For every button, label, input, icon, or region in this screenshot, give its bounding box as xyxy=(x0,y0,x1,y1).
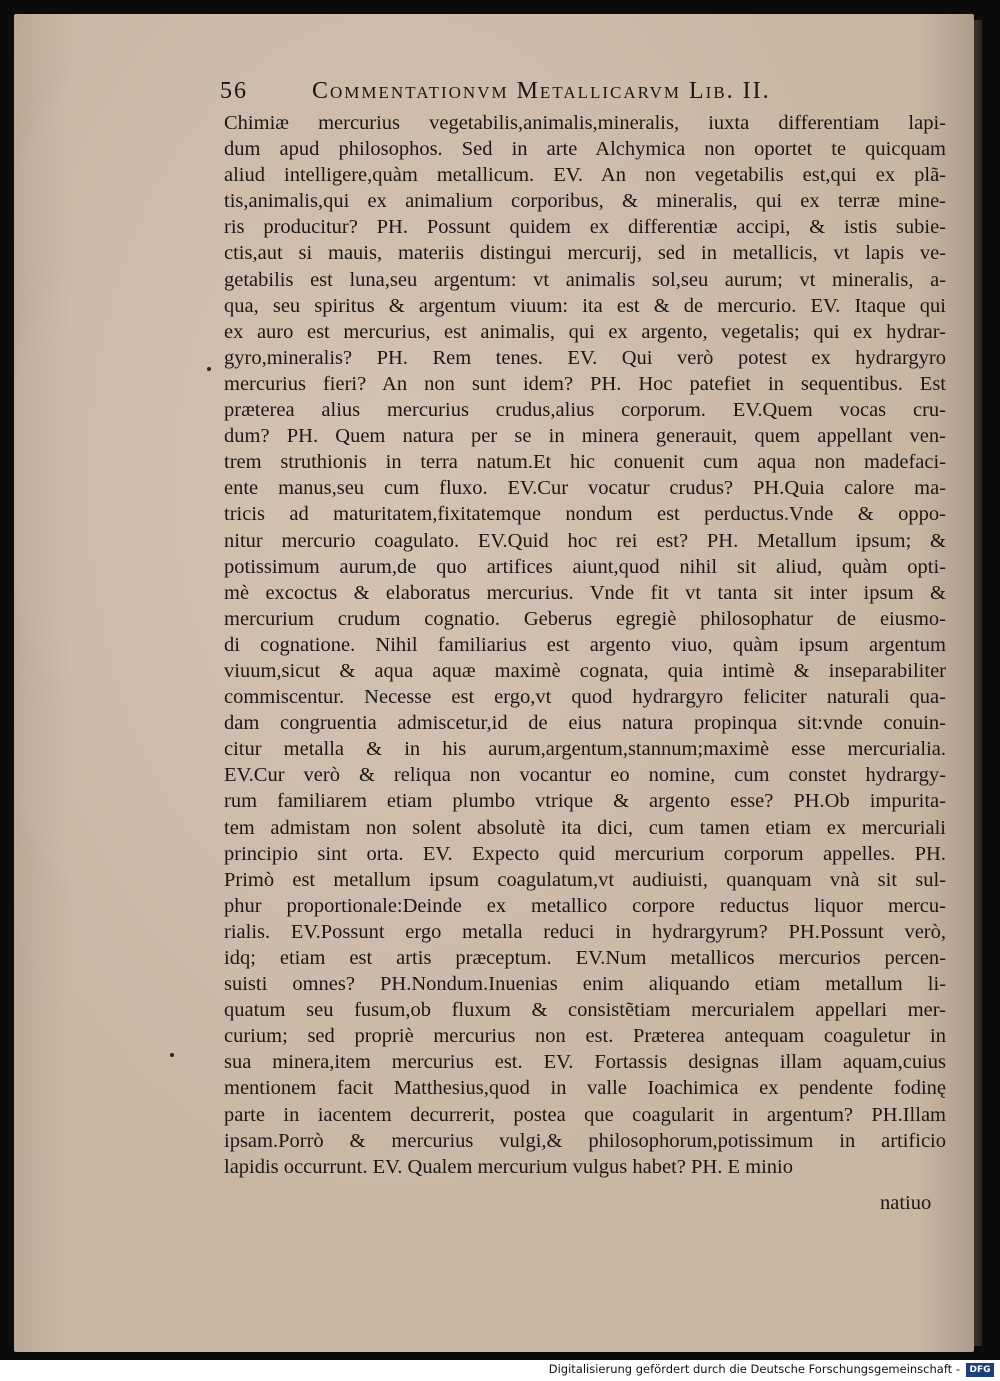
text-line: citur metalla & in his aurum,argentum,stannum;maximè esse mercurialia. xyxy=(224,738,946,761)
text-line: phur proportionale:Deinde ex metallico corpore reductus liquor mercu- xyxy=(224,894,946,917)
text-line: principio sint orta. EV. Expecto quid mercurium corporum appelles. PH. xyxy=(224,842,946,865)
text-line: ris producitur? PH. Possunt quidem ex differentiæ accipi, & istis subie- xyxy=(224,216,946,239)
text-line: ente manus,seu cum fluxo. EV.Cur vocatur crudus? PH.Quia calore ma- xyxy=(224,477,946,500)
text-line: rialis. EV.Possunt ergo metalla reduci in hydrargyrum? PH.Possunt verò, xyxy=(224,920,946,943)
text-line: commiscentur. Necesse est ergo,vt quod hydrargyro feliciter naturali qua- xyxy=(224,686,946,709)
text-line: mentionem facit Matthesius,quod in valle Ioachimica ex pendente fodinę xyxy=(224,1077,946,1100)
running-title: Commentationvm Metallicarvm Lib. II. xyxy=(312,78,771,104)
text-line: getabilis est luna,seu argentum: vt animalis sol,seu aurum; vt mineralis, a- xyxy=(224,268,946,291)
page-number: 56 xyxy=(220,78,248,104)
footer-credit: Digitalisierung gefördert durch die Deutsche Forschungsgemeinschaft - xyxy=(548,1362,960,1376)
text-line: tem admistam non solent absolutè ita dici, cum tamen etiam ex mercuriali xyxy=(224,816,946,839)
body-text xyxy=(224,110,954,1180)
text-line: parte in iacentem decurrerit, postea que coagularit in argentum? PH.Illam xyxy=(224,1103,946,1126)
text-line: Primò est metallum ipsum coagulatum,vt audiuisti, quanquam vnà sit sul- xyxy=(224,868,946,891)
text-line: di cognatione. Nihil familiarius est argento viuo, quàm ipsum argentum xyxy=(224,633,946,656)
text-line: mercurium crudum cognatio. Geberus egregiè philosophatur de eiusmo- xyxy=(224,607,946,630)
text-line: tricis ad maturitatem,fixitatemque nondum est perductus.Vnde & oppo- xyxy=(224,503,946,526)
text-line: quatum seu fusum,ob fluxum & consistẽtiam mercurialem appellari mer- xyxy=(224,999,946,1022)
text-line: viuum,sicut & aqua aquæ maximè cognata, quia intimè & inseparabiliter xyxy=(224,659,946,682)
text-line: trem struthionis in terra natum.Et hic conuenit cum aqua non madefaci- xyxy=(224,451,946,474)
text-line: dam congruentia admiscetur,id de eius natura propinqua sit:vnde conuin- xyxy=(224,712,946,735)
catchword: natiuo xyxy=(880,1192,932,1214)
margin-mark xyxy=(170,1053,174,1057)
text-line: rum familiarem etiam plumbo vtrique & argento esse? PH.Ob impurita- xyxy=(224,790,946,813)
text-line: ex auro est mercurius, est animalis, qui ex argento, vegetalis; qui ex hydrar- xyxy=(224,320,946,343)
text-line: qua, seu spiritus & argentum viuum: ita est & de mercurio. EV. Itaque qui xyxy=(224,294,946,317)
text-line: sua minera,item mercurius est. EV. Fortassis designas illam aquam,cuius xyxy=(224,1051,946,1074)
dfg-logo: DFG xyxy=(966,1363,994,1377)
running-head xyxy=(220,78,955,114)
text-line: lapidis occurrunt. EV. Qualem mercurium vulgus habet? PH. E minio xyxy=(224,1155,793,1178)
text-line: curium; sed propriè mercurius non est. Præterea antequam coaguletur in xyxy=(224,1025,946,1048)
text-line: ctis,aut si mauis, materiis distingui mercurij, sed in metallicis, vt lapis ve- xyxy=(224,242,946,265)
margin-mark xyxy=(207,367,211,371)
text-line: Chimiæ mercurius vegetabilis,animalis,mineralis, iuxta differentiam lapi- xyxy=(224,112,946,134)
digitization-footer xyxy=(0,1360,1000,1381)
text-line: EV.Cur verò & reliqua non vocantur eo nomine, cum constet hydrargy- xyxy=(224,764,946,787)
text-line: mè excoctus & elaboratus mercurius. Vnde fit vt tanta sit inter ipsum & xyxy=(224,581,946,604)
text-line: gyro,mineralis? PH. Rem tenes. EV. Qui verò potest ex hydrargyro xyxy=(224,346,946,369)
text-line: dum? PH. Quem natura per se in minera generauit, quem appellant ven- xyxy=(224,425,946,448)
text-line: idq; etiam est artis præceptum. EV.Num metallicos mercurios percen- xyxy=(224,947,946,969)
text-line: suisti omnes? PH.Nondum.Inuenias enim aliquando etiam metallum li- xyxy=(224,973,946,996)
text-line: tis,animalis,qui ex animalium corporibus, & mineralis, qui ex terræ mine- xyxy=(224,190,946,213)
text-line: mercurius fieri? An non sunt idem? PH. Hoc patefiet in sequentibus. Est xyxy=(224,372,946,395)
text-line: nitur mercurio coagulato. EV.Quid hoc rei est? PH. Metallum ipsum; & xyxy=(224,529,946,552)
text-line: dum apud philosophos. Sed in arte Alchymica non oportet te quicquam xyxy=(224,138,946,161)
text-line: ipsam.Porrò & mercurius vulgi,& philosophorum,potissimum in artificio xyxy=(224,1129,946,1152)
text-line: præterea alius mercurius crudus,alius corporum. EV.Quem vocas cru- xyxy=(224,399,946,422)
text-line: aliud intelligere,quàm metallicum. EV. An non vegetabilis est,qui ex plã- xyxy=(224,164,946,187)
text-line: potissimum aurum,de quo artifices aiunt,quod nihil sit aliud, quàm opti- xyxy=(224,555,946,578)
